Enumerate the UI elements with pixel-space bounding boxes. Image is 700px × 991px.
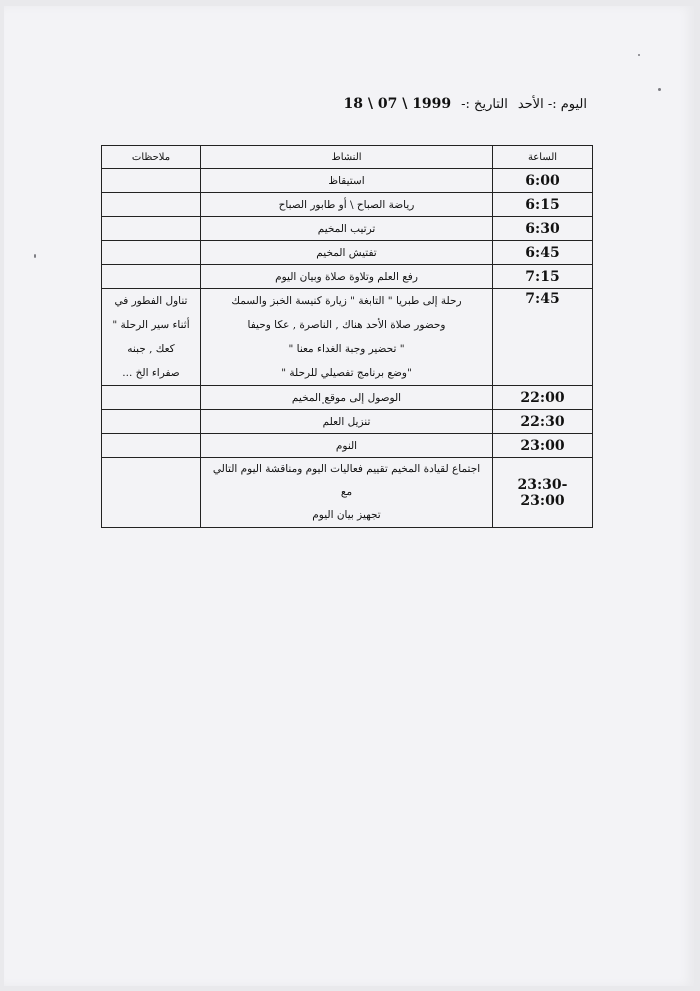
time-cell: 22:00 <box>493 386 593 410</box>
header-time: الساعة <box>493 146 593 169</box>
time-cell: 7:15 <box>493 265 593 289</box>
time-cell: 23:30-23:00 <box>493 458 593 528</box>
table-header-row <box>102 146 593 169</box>
time-cell: 6:45 <box>493 241 593 265</box>
notes-cell <box>102 193 201 217</box>
table-row <box>102 410 593 434</box>
notes-cell <box>102 410 201 434</box>
activity-line: "وضع برنامج تفصيلي للرحلة " <box>281 367 412 379</box>
header-notes: ملاحظات <box>102 146 201 169</box>
activity-cell <box>201 386 493 410</box>
date-label: التاريخ :- <box>461 97 508 112</box>
header-activity: النشاط <box>201 146 493 169</box>
activity-line: رياضة الصباح \ أو طابور الصباح <box>278 198 415 211</box>
document-header <box>344 96 588 112</box>
time-cell: 7:45 <box>493 289 593 386</box>
activity-line: النوم <box>335 439 358 452</box>
paper-speck <box>34 254 36 258</box>
notes-line: تناول الفطور في <box>114 295 188 307</box>
paper-speck <box>638 54 640 56</box>
activity-cell <box>201 410 493 434</box>
table-row <box>102 193 593 217</box>
table-row <box>102 217 593 241</box>
date-value: 18 \ 07 \ 1999 <box>343 96 452 112</box>
notes-cell <box>102 458 201 528</box>
notes-cell <box>102 434 201 458</box>
activity-line: اجتماع لقيادة المخيم تقييم فعاليات اليوم ومناقشة اليوم التالي مع <box>212 463 481 498</box>
notes-cell <box>102 265 201 289</box>
activity-cell <box>201 434 493 458</box>
activity-line: ترتيب المخيم <box>317 222 376 235</box>
activity-line: استيقاظ <box>328 174 365 187</box>
activity-cell <box>201 458 493 528</box>
time-cell: 6:30 <box>493 217 593 241</box>
notes-line: أثناء سير الرحلة " <box>112 319 190 331</box>
paper-speck <box>658 88 661 91</box>
time-cell: 6:15 <box>493 193 593 217</box>
notes-cell <box>102 217 201 241</box>
table-row <box>102 265 593 289</box>
activity-cell <box>201 169 493 193</box>
activity-line: تجهيز بيان اليوم <box>312 509 381 521</box>
activity-cell <box>201 217 493 241</box>
activity-line: تنزيل العلم <box>322 415 371 428</box>
activity-line: رحلة إلى طبريا " التابغة " زيارة كنيسة الخبز والسمك <box>231 295 462 307</box>
notes-cell <box>102 386 201 410</box>
notes-line: صفراء الخ ... <box>122 367 180 379</box>
table-row <box>102 289 593 386</box>
schedule-table <box>101 145 593 528</box>
activity-line: " تحضير وجبة الغداء معنا " <box>288 343 405 355</box>
notes-cell <box>102 241 201 265</box>
table-row <box>102 458 593 528</box>
activity-cell <box>201 289 493 386</box>
activity-line: رفع العلم وتلاوة صلاة وبيان اليوم <box>275 270 418 283</box>
notes-cell <box>102 169 201 193</box>
activity-line: الوصول إلى موقع المخيم <box>291 391 402 404</box>
table-row <box>102 169 593 193</box>
activity-cell <box>201 265 493 289</box>
activity-line: وحضور صلاة الأحد هناك , الناصرة , عكا وحيفا <box>247 319 446 331</box>
time-cell: 23:00 <box>493 434 593 458</box>
notes-line: كعك , جبنه <box>127 343 175 355</box>
activity-cell <box>201 193 493 217</box>
day-label: اليوم :- الأحد <box>517 97 587 112</box>
time-cell: 6:00 <box>493 169 593 193</box>
activity-line: تفتيش المخيم <box>316 246 377 259</box>
table-row <box>102 241 593 265</box>
table-row <box>102 386 593 410</box>
activity-cell <box>201 241 493 265</box>
table-row <box>102 434 593 458</box>
time-cell: 22:30 <box>493 410 593 434</box>
notes-cell <box>102 289 201 386</box>
